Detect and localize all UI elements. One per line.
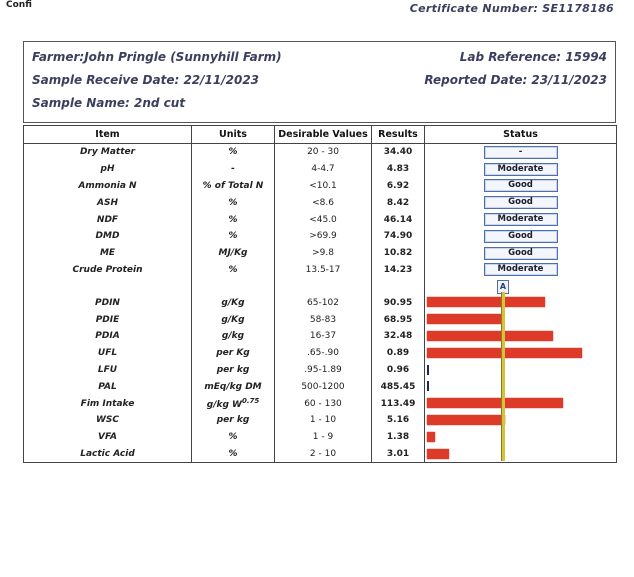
bar-cell (425, 429, 616, 446)
desirable-value: <45.0 (275, 211, 372, 228)
result-bar (427, 365, 429, 375)
result-bar (427, 348, 582, 358)
result-value: 4.83 (372, 161, 425, 178)
item-unit: % of Total N (192, 178, 275, 195)
status-badge: - (484, 146, 558, 159)
item-unit (192, 446, 275, 463)
result-bar (427, 449, 449, 459)
unit-text: per kg (216, 364, 250, 375)
header-results: Results (372, 126, 425, 144)
bar-cell (425, 328, 616, 345)
status-badge: Moderate (484, 163, 558, 176)
unit-text: % (228, 448, 238, 459)
table-row (24, 429, 617, 446)
item-unit: % (192, 194, 275, 211)
bar-cell-td (425, 345, 617, 362)
result-value: 6.92 (372, 178, 425, 195)
status-badge: Good (484, 247, 558, 260)
result-value: 8.42 (372, 194, 425, 211)
result-value: 34.40 (372, 144, 425, 161)
result-value: 74.90 (372, 228, 425, 245)
table-row (24, 311, 617, 328)
table-row (24, 395, 617, 412)
result-value: 14.23 (372, 262, 425, 279)
results-table (23, 125, 617, 463)
desirable-value: 20 - 30 (275, 144, 372, 161)
item-unit: MJ/Kg (192, 245, 275, 262)
item-unit: % (192, 211, 275, 228)
item-name: Dry Matter (24, 144, 192, 161)
unit-text: g/Kg (221, 297, 245, 308)
desirable-value: 1 - 9 (275, 429, 372, 446)
table-row (24, 328, 617, 345)
spacer-cell (372, 278, 425, 294)
unit-text: per Kg (216, 348, 250, 359)
desirable-value: <10.1 (275, 178, 372, 195)
unit-text: % (228, 432, 238, 443)
bar-cell (425, 378, 616, 395)
item-name: UFL (24, 345, 192, 362)
desirable-value: 1 - 10 (275, 412, 372, 429)
item-unit: % (192, 144, 275, 161)
table-row (24, 211, 617, 228)
result-value: 90.95 (372, 294, 425, 311)
reference-marker: A (497, 280, 509, 294)
result-value: 5.16 (372, 412, 425, 429)
spacer-cell (192, 278, 275, 294)
bar-cell-td (425, 395, 617, 412)
desirable-value: >9.8 (275, 245, 372, 262)
sample-info-box (23, 41, 616, 123)
result-bar (427, 297, 545, 307)
desirable-value: >69.9 (275, 228, 372, 245)
desirable-value: 13.5-17 (275, 262, 372, 279)
desirable-value: 16-37 (275, 328, 372, 345)
unit-text: per kg (216, 415, 250, 426)
status-cell (425, 228, 617, 245)
table-row (24, 194, 617, 211)
result-bar (427, 398, 563, 408)
item-unit (192, 395, 275, 412)
desirable-value: <8.6 (275, 194, 372, 211)
status-cell (425, 194, 617, 211)
status-cell (425, 245, 617, 262)
status-cell (425, 262, 617, 279)
desirable-value: 58-83 (275, 311, 372, 328)
desirable-value: 60 - 130 (275, 395, 372, 412)
reported-date: Reported Date: 23/11/2023 (424, 73, 607, 87)
table-row (24, 294, 617, 311)
certificate-number: Certificate Number: SE1178186 (409, 2, 614, 15)
item-name: pH (24, 161, 192, 178)
item-unit (192, 412, 275, 429)
desirable-value: 4-4.7 (275, 161, 372, 178)
header-desirable-values: Desirable Values (275, 126, 372, 144)
farmer-name: Farmer:John Pringle (Sunnyhill Farm) (32, 50, 282, 64)
result-value: 32.48 (372, 328, 425, 345)
table-header-row (24, 126, 617, 144)
status-cell (425, 144, 617, 161)
result-bar (427, 432, 435, 442)
bar-cell-td (425, 294, 617, 311)
item-name: ME (24, 245, 192, 262)
desirable-value: 2 - 10 (275, 446, 372, 463)
result-bar (427, 314, 501, 324)
item-unit (192, 362, 275, 379)
reference-line (501, 292, 505, 460)
desirable-value: 500-1200 (275, 378, 372, 395)
result-bar (427, 381, 429, 391)
spacer-cell (24, 278, 192, 294)
item-unit: % (192, 262, 275, 279)
corner-text: Confi (6, 0, 32, 10)
item-unit (192, 311, 275, 328)
item-name: PAL (24, 378, 192, 395)
status-badge: Moderate (484, 263, 558, 276)
result-value: 1.38 (372, 429, 425, 446)
item-unit (192, 429, 275, 446)
item-name: Fim Intake (24, 395, 192, 412)
sample-name: Sample Name: 2nd cut (32, 96, 186, 110)
header-units: Units (192, 126, 275, 144)
item-unit (192, 328, 275, 345)
bar-cell (425, 311, 616, 328)
unit-text: g/kg (221, 331, 245, 342)
unit-text: g/Kg (221, 314, 245, 325)
item-name: WSC (24, 412, 192, 429)
result-bar (427, 415, 505, 425)
item-unit: - (192, 161, 275, 178)
desirable-value: .65-.90 (275, 345, 372, 362)
table-row (24, 362, 617, 379)
bar-cell-td (425, 378, 617, 395)
unit-exponent: 0.75 (241, 397, 260, 406)
table-row (24, 378, 617, 395)
item-name: PDIA (24, 328, 192, 345)
bar-cell-td (425, 362, 617, 379)
result-value: 46.14 (372, 211, 425, 228)
table-row (24, 446, 617, 463)
bar-cell-td (425, 446, 617, 463)
bar-cell (425, 395, 616, 412)
bar-cell (425, 345, 616, 362)
result-value: 3.01 (372, 446, 425, 463)
sample-receive-date: Sample Receive Date: 22/11/2023 (32, 73, 260, 87)
bar-cell-td (425, 429, 617, 446)
item-name: Ammonia N (24, 178, 192, 195)
unit-text: g/kg W (206, 400, 242, 411)
lab-reference: Lab Reference: 15994 (459, 50, 607, 64)
table-row (24, 228, 617, 245)
status-badge: Good (484, 179, 558, 192)
item-name: Crude Protein (24, 262, 192, 279)
status-badge: Good (484, 230, 558, 243)
status-cell (425, 178, 617, 195)
unit-text: mEq/kg DM (204, 381, 262, 392)
result-value: 485.45 (372, 378, 425, 395)
desirable-value: .95-1.89 (275, 362, 372, 379)
table-row (24, 161, 617, 178)
item-unit (192, 378, 275, 395)
table-row (24, 412, 617, 429)
status-cell (425, 211, 617, 228)
item-name: PDIE (24, 311, 192, 328)
bar-cell (425, 412, 616, 429)
result-value: 0.89 (372, 345, 425, 362)
desirable-value: 65-102 (275, 294, 372, 311)
item-name: DMD (24, 228, 192, 245)
bar-cell-td (425, 328, 617, 345)
item-name: PDIN (24, 294, 192, 311)
table-row (24, 345, 617, 362)
result-bar (427, 331, 553, 341)
item-unit (192, 345, 275, 362)
bar-cell-td (425, 412, 617, 429)
bar-cell (425, 294, 616, 311)
spacer-row (24, 278, 617, 294)
bar-cell (425, 446, 616, 463)
spacer-cell (275, 278, 372, 294)
table-row (24, 144, 617, 161)
item-name: LFU (24, 362, 192, 379)
spacer-cell (425, 278, 617, 294)
result-value: 0.96 (372, 362, 425, 379)
status-badge: Moderate (484, 213, 558, 226)
header-item: Item (24, 126, 192, 144)
header-status: Status (425, 126, 617, 144)
bar-cell (425, 362, 616, 379)
result-value: 113.49 (372, 395, 425, 412)
item-unit (192, 294, 275, 311)
item-name: VFA (24, 429, 192, 446)
result-value: 10.82 (372, 245, 425, 262)
table-row (24, 178, 617, 195)
item-name: Lactic Acid (24, 446, 192, 463)
table-row (24, 262, 617, 279)
bar-cell-td (425, 311, 617, 328)
item-name: ASH (24, 194, 192, 211)
status-badge: Good (484, 196, 558, 209)
status-cell (425, 161, 617, 178)
table-row (24, 245, 617, 262)
item-name: NDF (24, 211, 192, 228)
result-value: 68.95 (372, 311, 425, 328)
item-unit: % (192, 228, 275, 245)
